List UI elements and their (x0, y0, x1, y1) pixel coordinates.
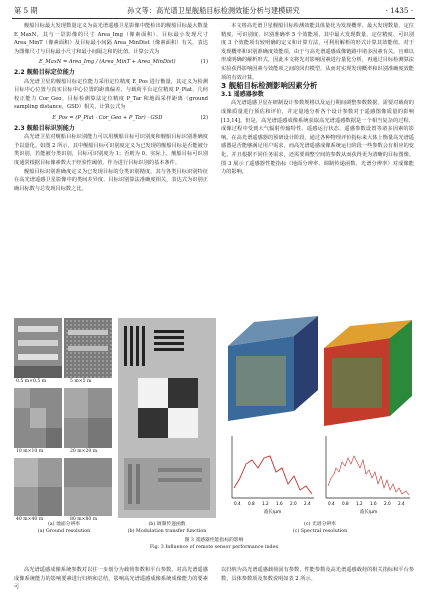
svg-text:2.0: 2.0 (290, 501, 297, 506)
hyperspectral-cubes (224, 316, 414, 428)
section-2-3-heading: 2.3 舰船目标识别能力 (14, 124, 75, 132)
label-0-5m: 0.5 m×0.5 m (16, 379, 47, 384)
svg-text:2.4: 2.4 (304, 501, 311, 506)
image-tile-0-5m (14, 318, 62, 378)
label-10m: 10 m×10 m (16, 449, 44, 454)
image-tile-40m (14, 458, 62, 516)
para-max-number: 舰船目标最大发现数量定义为高光谱遥感卫星影像中能检出的舰船目标最大数量 E_MaxN，其与一景影像的尺寸 Area_Img（像素面积）、目标最小发现尺寸 Area_MinT（像素面积）及目标最小间隔 Area_MinDist（像素面积）有关，表达为图像尺寸与目标最小尺寸和最小间隔之和的比值，计算公式为 (14, 23, 208, 55)
spectrum-plot-right (326, 436, 410, 498)
label-40m: 40 m×40 m (16, 517, 44, 522)
para-sensor-params: 高光谱遥感卫星在研制设计参数规格以及运行期间调整参数数据，需要对载荷的成像质量进行预估和评价，并定量地分析各个设计参数对于遥感图像质量的影响[13,14]。但是，高光谱遥感成像系统获取高光谱遥感数据是一个相当复杂的过程，成像过程中受到大气辐射传输特性、遥感运行状态、遥感参数设置等诸多因素的影响。在高光谱遥感器的预研设计阶段，通过各种物理评价指标来大体上衡量高光谱遥感器是否能够满足用户需求，而高光谱遥感成像系统运行阶段一些参数会有相应的变化，并且根据不同任务需求，还需要调整空间的参数从而获得更为清晰的目标图像。图 3 展示了遥感器性能指标（地面分辨率、调制传递函数、光谱分辨率）对成像能力的影响。 (221, 100, 414, 176)
para-efficiency-items: 本文将高光谱卫星舰船目标检测效能具体量化为发现概率、最大发现数量、定位精度、可识别度、识别准确率 5 个效能项，其中最大发现数量、定位精度、可识别度 3 个效能项有较明确的定义和计算方法，可利用解析的形式计算其效能值。对于发现概率和识别准确度效能项，由于与高光谱遥感成像链路中诸多因素有关，且难以形成明确的解析形式，因此本文将先对影响因素进行量化分析，再通过目标检测算法实验获得影响因素与效能项之间的回归模型，从而对实现发现概率和识别准确度效能项的有效计算。 (221, 23, 414, 81)
x-ticks-left (234, 501, 311, 515)
svg-text:1.2: 1.2 (356, 501, 363, 506)
svg-text:1.6: 1.6 (276, 501, 283, 506)
svg-text:波长/μm: 波长/μm (360, 510, 378, 515)
blurred-bars (124, 458, 210, 510)
para-positioning: 高光谱卫星的舰船目标定位能力采用定位精度 E_Pos 进行衡量，其定义为检测目标中心位置与真实目标中心位置的距离偏差，与载荷平台定位精度 P_Plat、几何校正能力 Cor_Geo、目标检测算法定位精度 P_Tar 和地面采样距离（ground sampling distance，GSD）相关，计算公式为 (14, 78, 208, 111)
right-column (221, 22, 414, 312)
ground-resolution-grid (14, 316, 114, 526)
image-tile-5m (64, 318, 112, 378)
para-recognition: 高光谱卫星对舰船目标识别能力可以用舰船目标可识别度和舰船目标识别准确度予以量化。如图 2 所示，其中舰船目标可识别度定义为已发现的舰船目标是否能被分类识别，若能被分类识别，目标可识别度为 1；否则为 0。实际上，舰船目标可识别度通常根据目标像素数大于经验性阈值，作为进行目标识别的基本条件。 (14, 134, 208, 166)
equation-2: E_Pos = (P_Plat · Cor_Geo + P_Tar) · GSD (2) (52, 114, 208, 121)
left-column (14, 22, 208, 310)
svg-text:波长/μm: 波长/μm (264, 510, 282, 515)
running-header (0, 4, 427, 18)
spectrum-plot-left (232, 436, 314, 498)
subcaption-c: (c) 光谱分辨率 (c) Spectral resolution (292, 522, 348, 534)
figure-caption: 图 3 遥感器性能指标的影响 Fig. 3 Influence of remote sensor performance index (149, 538, 279, 550)
issue-number: 第 5 期 (14, 6, 38, 15)
header-rule (12, 18, 415, 19)
image-tile-10m (14, 388, 62, 448)
spectral-curves (226, 428, 414, 516)
page-number: · 1435 · (385, 6, 413, 15)
subcaption-b: (b) 调制传递函数 (b) Modulation transfer function (127, 522, 207, 534)
label-80m: 80 m×80 m (70, 517, 98, 522)
section-2-2-heading: 2.2 舰船目标定位能力 (14, 68, 75, 76)
equation-1: E_MaxN = Area_Img / (Area_MinT + Area_MinDist) (1) (39, 59, 208, 66)
image-tile-20m (64, 388, 112, 448)
svg-text:2.0: 2.0 (384, 501, 391, 506)
cube-left (228, 316, 318, 421)
svg-text:0.4: 0.4 (234, 501, 241, 506)
para-accuracy: 舰船目标识别准确度定义为已发现目标的分类识别精度，其与各类目标识别特征在高光谱遥感卫星影像中的类间差异度、目标识别算法准确度相关，表达式为识别正确目标数与总发现目标数之比。 (14, 168, 208, 192)
bottom-left-text: 高光谱遥感成像系统参数对以往一步划分为载荷参数和平台参数。对高光谱遥感成像系统能力的影响要素进行归纳和总结，影响高光谱遥感成像系统成像能力的要素可 (14, 567, 208, 591)
label-5m: 5 m×5 m (70, 379, 92, 384)
cube-right (324, 320, 412, 426)
svg-text:1.2: 1.2 (262, 501, 269, 506)
section-3-heading: 3 舰船目标检测影响因素分析 (221, 81, 318, 91)
image-tile-80m (64, 458, 112, 516)
mtf-target-image (118, 318, 216, 518)
subcaption-a: (a) 地面分辨率 (a) Ground resolution (37, 522, 91, 534)
section-3-1-heading: 3.1 遥感器参数 (221, 90, 264, 98)
checkerboard (138, 378, 198, 438)
label-20m: 20 m×20 m (70, 449, 98, 454)
svg-text:1.6: 1.6 (370, 501, 377, 506)
running-title: 孙文等：高光谱卫星舰船目标检测效能分析与建模研究 (127, 6, 300, 15)
figure-3 (14, 316, 414, 556)
x-ticks-right (328, 501, 405, 515)
svg-text:0.4: 0.4 (328, 501, 335, 506)
bottom-right-text: 以归纳为高光谱遥感载荷固有参数、性能参数及高光谱遥感载荷的相关指标和平台参数，具体参数项及参数说明如表 2 所示。 (221, 567, 414, 582)
svg-text:0.8: 0.8 (342, 501, 349, 506)
svg-text:2.4: 2.4 (398, 501, 405, 506)
svg-text:0.8: 0.8 (248, 501, 255, 506)
